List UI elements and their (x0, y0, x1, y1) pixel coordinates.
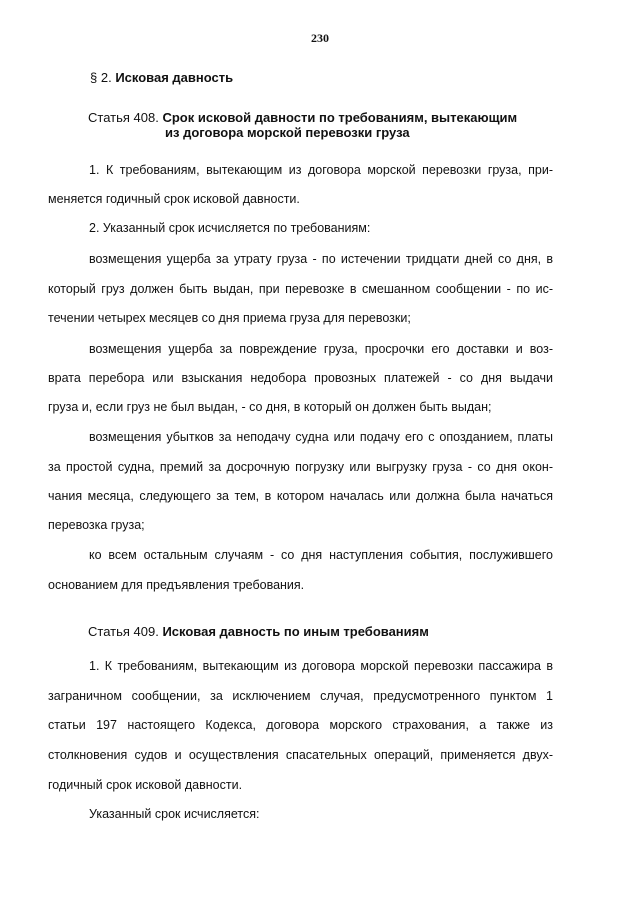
article-408-title-line1: Срок исковой давности по требованиям, вытекающим (162, 110, 518, 125)
article-409-line: Указанный срок исчисляется: (89, 807, 260, 821)
article-408-line: основанием для предъявления требования. (48, 578, 305, 592)
article-409-line: годичный срок исковой давности. (48, 778, 243, 792)
article-409-line: статьи 197 настоящего Кодекса, договора морского страхования, а также из (48, 718, 553, 732)
article-409-label: Статья 409. (88, 624, 159, 639)
article-408-line: чания месяца, следующего за тем, в котором началась или должна была начаться (48, 489, 553, 503)
article-408-line: врата перебора или взыскания недобора провозных платежей - со дня выдачи (48, 371, 553, 385)
article-408-line: за простой судна, премий за досрочную погрузку или выгрузку груза - со дня окон- (48, 460, 553, 474)
section-title: Исковая давность (115, 70, 234, 85)
section-heading (90, 70, 233, 85)
article-409-line: столкновения судов и осуществления спасательных операций, применяется двух- (48, 748, 553, 762)
article-409-title: Исковая давность по иным требованиям (162, 624, 429, 639)
section-prefix: § 2. (90, 70, 112, 85)
page-number: 230 (311, 31, 329, 45)
article-408-line: возмещения убытков за неподачу судна или подачу его с опозданием, платы (89, 430, 553, 444)
article-408-label: Статья 408. (88, 110, 159, 125)
article-408-line: 1. К требованиям, вытекающим из договора морской перевозки груза, при- (89, 163, 553, 177)
article-408-line: перевозка груза; (48, 518, 145, 532)
article-408-line: течении четырех месяцев со дня приема груза для перевозки; (48, 311, 411, 325)
article-408-line: меняется годичный срок исковой давности. (48, 192, 300, 206)
article-408-line: ко всем остальным случаям - со дня наступления события, послужившего (89, 548, 553, 562)
article-408-line: который груз должен быть выдан, при перевозке в смешанном сообщении - по ис- (48, 282, 553, 296)
article-408-line: возмещения ущерба за утрату груза - по истечении тридцати дней со дня, в (89, 252, 553, 266)
article-408-heading (88, 110, 517, 140)
article-408-title-line2: из договора морской перевозки груза (165, 125, 410, 140)
article-409-line: 1. К требованиям, вытекающим из договора морской перевозки пассажира в (89, 659, 553, 673)
article-409-heading (88, 624, 429, 639)
article-408-line: 2. Указанный срок исчисляется по требованиям: (89, 221, 371, 235)
article-408-line: груза и, если груз не был выдан, - со дня, в который он должен быть выдан; (48, 400, 492, 414)
article-408-line: возмещения ущерба за повреждение груза, просрочки его доставки и воз- (89, 342, 553, 356)
article-409-line: заграничном сообщении, за исключением случая, предусмотренного пунктом 1 (48, 689, 553, 703)
